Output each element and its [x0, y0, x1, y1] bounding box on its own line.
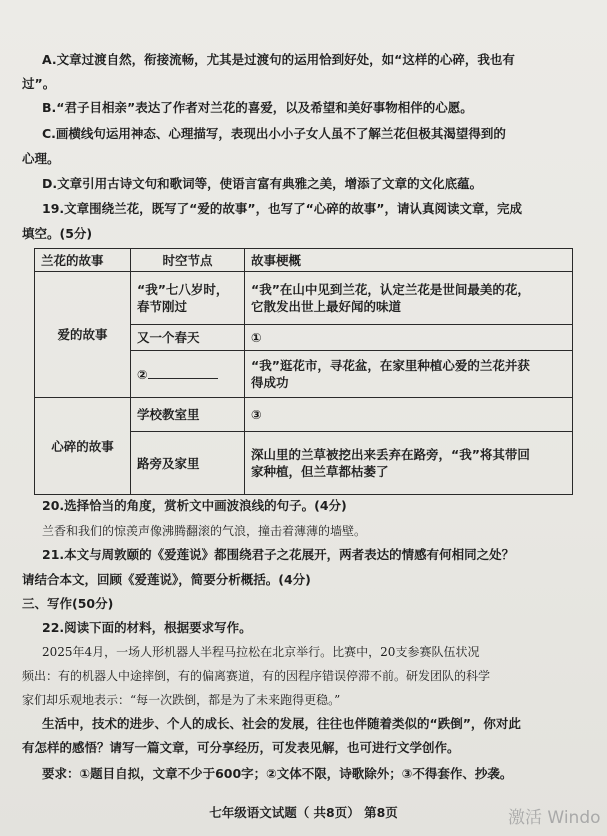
option-b: B.“君子目相亲”表达了作者对兰花的喜爱，以及希望和美好事物相伴的心愿。 — [42, 100, 473, 115]
wavy-sentence: 兰香和我们的惊羡声像沸腾翻滚的气浪，撞击着薄薄的墙壁。 — [42, 524, 367, 538]
question-19-cont: 填空。(5分) — [22, 226, 93, 241]
question-19: 19.文章围绕兰花，既写了“爱的故事”，也写了“心碎的故事”，请认真阅读文章，完成 — [42, 201, 523, 216]
section-writing: 三、写作(50分) — [22, 596, 114, 611]
header-summary: 故事梗概 — [245, 249, 573, 272]
requirements: 要求：①题目自拟，文章不少于600字；②文体不限，诗歌除外；③不得套作、抄袭。 — [42, 766, 513, 781]
material-line-2: 频出：有的机器人中途摔倒，有的偏离赛道，有的因程序错误停滞不前。研发团队的科学 — [22, 669, 491, 683]
question-21-cont: 请结合本文，回顾《爱莲说》，简要分析概括。(4分) — [22, 572, 311, 587]
love-story-label: 爱的故事 — [35, 272, 131, 398]
material-line-1: 2025年4月，一场人形机器人半程马拉松在北京举行。比赛中，20支参赛队伍状况 — [42, 645, 480, 659]
option-c-cont: 心理。 — [22, 151, 60, 166]
story-table — [34, 248, 573, 495]
prompt-line-1: 生活中，技术的进步、个人的成长、社会的发展，往往也伴随着类似的“跌倒”，你对此 — [42, 716, 521, 731]
blank-1[interactable]: ① — [245, 325, 573, 351]
blank-3[interactable]: ③ — [245, 398, 573, 432]
row5-time: 路旁及家里 — [131, 432, 245, 495]
header-time: 时空节点 — [131, 249, 245, 272]
row2-time: 又一个春天 — [131, 325, 245, 351]
row5-summary: 深山里的兰草被挖出来丢弃在路旁，“我”将其带回 家种植，但兰草都枯萎了 — [245, 432, 573, 495]
row1-time: “我”七八岁时， 春节刚过 — [131, 272, 245, 325]
question-20: 20.选择恰当的角度，赏析文中画波浪线的句子。(4分) — [42, 498, 347, 513]
option-a-cont: 过”。 — [22, 76, 56, 91]
row1-summary: “我”在山中见到兰花，认定兰花是世间最美的花， 它散发出世上最好闻的味道 — [245, 272, 573, 325]
option-c: C.画横线句运用神态、心理描写，表现出小小子女人虽不了解兰花但极其渴望得到的 — [42, 126, 506, 141]
page-footer: 七年级语文试题（ 共8页） 第8页 — [209, 805, 398, 820]
row3-summary: “我”逛花市，寻花盆，在家里种植心爱的兰花并获 得成功 — [245, 351, 573, 398]
question-22: 22.阅读下面的材料，根据要求写作。 — [42, 620, 252, 635]
question-21: 21.本文与周敦颐的《爱莲说》都围绕君子之花展开，两者表达的情感有何相同之处？ — [42, 547, 515, 562]
row4-time: 学校教室里 — [131, 398, 245, 432]
option-d: D.文章引用古诗文句和歌词等，使语言富有典雅之美，增添了文章的文化底蕴。 — [42, 176, 483, 191]
prompt-line-2: 有怎样的感悟？请写一篇文章，可分享经历，可发表见解，也可进行文学创作。 — [22, 740, 460, 755]
activation-watermark: 激活 Windo — [508, 808, 601, 828]
material-line-3: 家们却乐观地表示：“每一次跌倒，都是为了未来跑得更稳。” — [22, 693, 341, 707]
blank-2-line — [148, 365, 218, 379]
heartbreak-story-label: 心碎的故事 — [35, 398, 131, 495]
header-story: 兰花的故事 — [35, 249, 131, 272]
option-a: A.文章过渡自然，衔接流畅，尤其是过渡句的运用恰到好处，如“这样的心碎，我也有 — [42, 52, 515, 67]
blank-2[interactable]: ② — [131, 351, 245, 398]
